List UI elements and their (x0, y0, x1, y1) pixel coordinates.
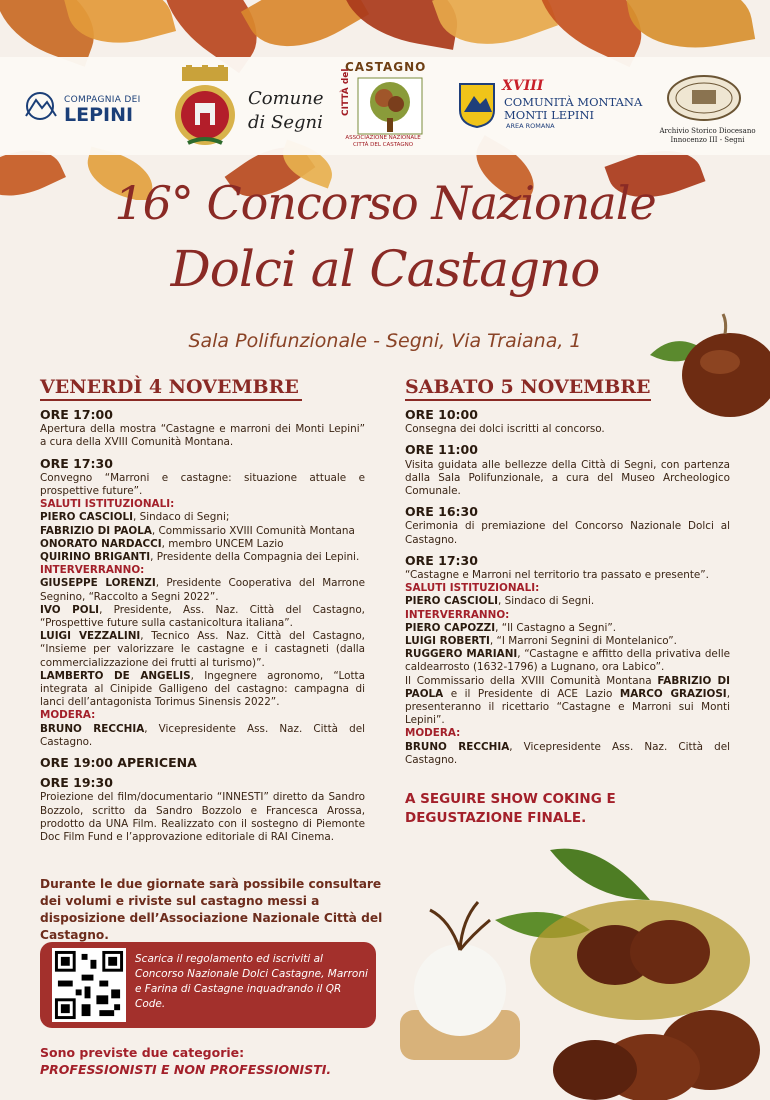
chestnut-image-icon (645, 300, 770, 425)
day1-interv-3: LUIGI VEZZALINI, Tecnico Ass. Naz. Città del Castagno, “Insieme per valorizzare le castagne e i castagneti (dalla commercializzazione dei frutti al turismo)”. (40, 630, 365, 669)
day1-header: VENERDÌ 4 NOVEMBRE (40, 376, 299, 398)
comunita-line-2: MONTI LEPINI (504, 108, 595, 122)
day1-time-4: ORE 19:30 (40, 775, 113, 791)
comunita-xviii: XVIII (502, 78, 544, 94)
lepini-logo-icon (22, 90, 58, 124)
day1-underline (40, 399, 302, 401)
day2-underline (405, 399, 651, 401)
qr-code-icon[interactable] (52, 948, 126, 1022)
chestnuts-dessert-image-icon (400, 840, 770, 1100)
day1-time-3: ORE 19:00 APERICENA (40, 755, 197, 771)
day1-saluti-label: SALUTI ISTITUZIONALI: (40, 498, 175, 511)
day2-time-2: ORE 11:00 (405, 442, 478, 458)
archivio-line-1: Archivio Storico Diocesano (659, 127, 756, 135)
day1-saluti-2: FABRIZIO DI PAOLA, Commissario XVIII Comunità Montana (40, 524, 355, 537)
main-title-line-1: 16° Concorso Nazionale (114, 176, 656, 230)
day1-interv-label: INTERVERRANNO: (40, 564, 145, 577)
comunita-line-3: AREA ROMANA (506, 122, 555, 130)
day2-modera-label: MODERA: (405, 727, 461, 740)
lepini-logo-small: COMPAGNIA DEI (64, 95, 141, 105)
day2-interv-4: Il Commissario della XVIII Comunità Montana FABRIZIO DI PAOLA e il Presidente di ACE Lazio MARCO GRAZIOSI, presenteranno il ricettario “Castagne e Marroni sui Monti Lepini”. (405, 674, 730, 727)
day2-time-3: ORE 16:30 (405, 504, 478, 520)
main-title-line-2: Dolci al Castagno (170, 240, 600, 298)
day1-interv-4: LAMBERTO DE ANGELIS, Ingegnere agronomo, “Lotta integrata al Cinipide Galligeno del castagno: campagna di lanci dell’antagonista Torimus Sinensis 2022”. (40, 669, 365, 709)
day1-saluti-1: PIERO CASCIOLI, Sindaco di Segni; (40, 511, 230, 524)
day1-time-2: ORE 17:30 (40, 455, 113, 471)
day2-saluti-label: SALUTI ISTITUZIONALI: (405, 582, 540, 595)
day2-interv-label: INTERVERRANNO: (405, 608, 510, 621)
citta-castagno-sub: ASSOCIAZIONE NAZIONALE CITTÀ DEL CASTAGNO (345, 135, 421, 148)
day2-interv-3: RUGGERO MARIANI, “Castagne e affitto della privativa delle caldearrosto (1632-1796) a Lugnano, ora Labico”. (405, 648, 730, 674)
comunita-line-1: COMUNITÀ MONTANA (504, 95, 643, 109)
day2-text-4: “Castagne e Marroni nel territorio tra passato e presente”. (405, 569, 709, 582)
citta-castagno-title: CASTAGNO (345, 60, 427, 74)
durante-note: Durante le due giornate sarà possibile consultare dei volumi e riviste sul castagno messi a disposizione dell’Associazione Nazionale Città del Castagno. (40, 877, 383, 942)
archivio-seal-icon (666, 74, 742, 122)
comune-label-2: di Segni (248, 112, 323, 133)
citta-castagno-vertical: CITTÀ del (341, 68, 351, 116)
day1-saluti-4: QUIRINO BRIGANTI, Presidente della Compagnia dei Lepini. (40, 551, 360, 564)
day1-modera: BRUNO RECCHIA, Vicepresidente Ass. Naz. Città del Castagno. (40, 722, 365, 748)
day2-interv-2: LUIGI ROBERTI, “I Marroni Segnini di Montelanico”. (405, 635, 677, 648)
day1-program (40, 408, 365, 844)
day1-modera-label: MODERA: (40, 709, 96, 722)
day1-text-2: Convegno “Marroni e castagne: situazione attuale e prospettive future”. (40, 471, 365, 498)
day2-saluti-1: PIERO CASCIOLI, Sindaco di Segni. (405, 595, 595, 608)
day2-text-2: Visita guidata alle bellezze della Città di Segni, con partenza dalla Sala Polifunzionale, a cura del Museo Archeologico Comunale. (405, 458, 730, 498)
categories-label: Sono previste due categorie: (40, 1045, 245, 1060)
venue-subtitle: Sala Polifunzionale - Segni, Via Traiana, 1 (188, 330, 582, 352)
day2-time-1: ORE 10:00 (405, 407, 478, 422)
day2-program (405, 408, 730, 767)
day2-interv-1: PIERO CAPOZZI, “Il Castagno a Segni”. (405, 621, 617, 634)
comune-label-1: Comune (248, 88, 324, 109)
qr-instructions: Scarica il regolamento ed iscriviti al Concorso Nazionale Dolci Castagne, Marroni e Farina di Castagne inquadrando il QR Code. (135, 953, 368, 1010)
day2-text-3: Cerimonia di premiazione del Concorso Nazionale Dolci al Castagno. (405, 520, 730, 546)
categories-value: PROFESSIONISTI E NON PROFESSIONISTI. (40, 1062, 332, 1077)
archivio-line-2: Innocenzo III - Segni (670, 136, 745, 144)
segni-crest-icon (168, 65, 242, 151)
day1-interv-2: IVO POLI, Presidente, Ass. Naz. Città del Castagno, “Prospettive future sulla castanicoltura italiana”. (40, 603, 365, 630)
comunita-montana-emblem-icon (458, 82, 496, 128)
day2-header: SABATO 5 NOVEMBRE (405, 376, 651, 398)
day1-time-1: ORE 17:00 (40, 407, 113, 422)
day1-text-4: Proiezione del film/documentario “INNESTI” diretto da Sandro Bozzolo, scritto da Sandro Bozzolo e Francesca Arossa, prodotto da UNA Film. Realizzato con il sostegno di Piemonte Doc Film Fund e l’approvazione editoriale di RAI Cinema. (40, 791, 365, 844)
day1-text-1: Apertura della mostra “Castagne e marroni dei Monti Lepini” a cura della XVIII Comunità Montana. (40, 423, 365, 449)
lepini-logo-big: LEPINI (64, 104, 134, 126)
show-cooking-note: A SEGUIRE SHOW COKING E DEGUSTAZIONE FINALE. (405, 791, 616, 826)
day2-time-4: ORE 17:30 (405, 552, 478, 568)
day2-text-1: Consegna dei dolci iscritti al concorso. (405, 423, 605, 436)
day1-interv-1: GIUSEPPE LORENZI, Presidente Cooperativa del Marrone Segnino, “Raccolto a Segni 2022”. (40, 577, 365, 603)
day2-modera: BRUNO RECCHIA, Vicepresidente Ass. Naz. Città del Castagno. (405, 740, 730, 766)
day1-saluti-3: ONORATO NARDACCI, membro UNCEM Lazio (40, 537, 284, 550)
